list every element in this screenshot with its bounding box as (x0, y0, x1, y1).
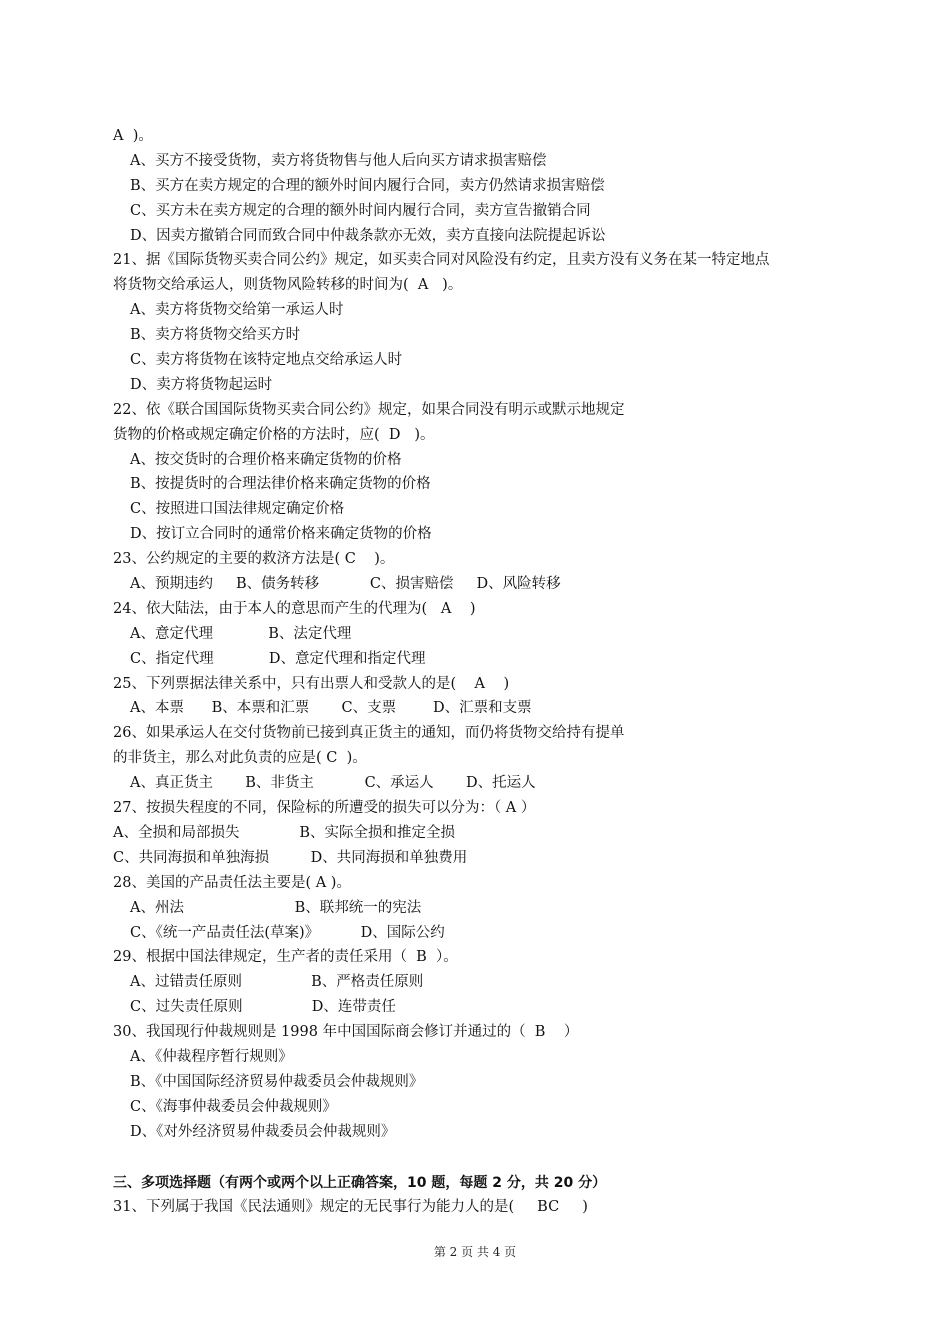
text-line: 22、依《联合国国际货物买卖合同公约》规定，如果合同没有明示或默示地规定 (113, 401, 625, 418)
text-line: A、《仲裁程序暂行规则》 (130, 1048, 293, 1065)
question-31: 31、下列属于我国《民法通则》规定的无民事行为能力人的是( BC ) (113, 1199, 588, 1216)
text-line: 25、下列票据法律关系中，只有出票人和受款人的是( A ) (113, 675, 510, 692)
text-line: 21、据《国际货物买卖合同公约》规定，如买卖合同对风险没有约定，且卖方没有义务在某一特定地点 (113, 252, 770, 269)
text-line: D、按订立合同时的通常价格来确定货物的价格 (130, 526, 432, 543)
text-line: D、《对外经济贸易仲裁委员会仲裁规则》 (130, 1123, 396, 1140)
text-line: C、过失责任原则 D、连带责任 (130, 999, 396, 1016)
question-text-block (113, 124, 853, 1220)
text-line: C、共同海损和单独海损 D、共同海损和单独费用 (113, 849, 468, 866)
text-line: C、《海事仲裁委员会仲裁规则》 (130, 1098, 337, 1115)
text-line: 27、按损失程度的不同，保险标的所遭受的损失可以分为：（ A ） (113, 800, 536, 817)
text-line: 23、公约规定的主要的救济方法是( C )。 (113, 551, 395, 568)
text-line: A、真正货主 B、非货主 C、承运人 D、托运人 (130, 775, 536, 792)
text-line: C、《统一产品责任法(草案)》 D、国际公约 (130, 924, 445, 941)
text-line: D、因卖方撤销合同而致合同中仲裁条款亦无效，卖方直接向法院提起诉讼 (130, 227, 606, 244)
text-line: 26、如果承运人在交付货物前已接到真正货主的通知，而仍将货物交给持有提单 (113, 725, 625, 742)
text-line: A、意定代理 B、法定代理 (130, 625, 352, 642)
text-line: A、按交货时的合理价格来确定货物的价格 (130, 451, 402, 468)
text-line: D、卖方将货物起运时 (130, 376, 273, 393)
text-line: C、卖方将货物在该特定地点交给承运人时 (130, 352, 403, 369)
text-line: A、卖方将货物交给第一承运人时 (130, 302, 344, 319)
text-line: A )。 (113, 128, 153, 144)
text-line: A、过错责任原则 B、严格责任原则 (130, 974, 424, 991)
text-line: A、预期违约 B、债务转移 C、损害赔偿 D、风险转移 (130, 576, 561, 593)
text-line: 28、美国的产品责任法主要是( A )。 (113, 874, 351, 891)
text-line: B、买方在卖方规定的合理的额外时间内履行合同，卖方仍然请求损害赔偿 (130, 177, 605, 194)
text-line: C、买方未在卖方规定的合理的额外时间内履行合同，卖方宣告撤销合同 (130, 202, 591, 219)
text-line: 的非货主，那么对此负责的应是( C )。 (113, 750, 367, 767)
section-gap (113, 1145, 853, 1171)
text-line: 29、根据中国法律规定，生产者的责任采用（ B ）。 (113, 949, 458, 966)
text-line: A、买方不接受货物，卖方将货物售与他人后向买方请求损害赔偿 (130, 152, 547, 169)
text-line: B、《中国国际经济贸易仲裁委员会仲裁规则》 (130, 1073, 424, 1090)
text-line: A、全损和局部损失 B、实际全损和推定全损 (113, 824, 456, 841)
text-line: C、指定代理 D、意定代理和指定代理 (130, 650, 426, 667)
text-line: 货物的价格或规定确定价格的方法时，应( D )。 (113, 426, 435, 443)
text-line: 24、依大陆法，由于本人的意思而产生的代理为( A ) (113, 600, 476, 617)
text-line: A、本票 B、本票和汇票 C、支票 D、汇票和支票 (130, 700, 532, 717)
page-footer: 第 2 页 共 4 页 (433, 1245, 517, 1259)
text-line: C、按照进口国法律规定确定价格 (130, 501, 345, 518)
text-line: 30、我国现行仲裁规则是 1998 年中国国际商会修订并通过的（ B ） (113, 1024, 579, 1041)
text-line: B、按提货时的合理法律价格来确定货物的价格 (130, 476, 431, 493)
text-line: 将货物交给承运人，则货物风险转移的时间为( A )。 (113, 277, 463, 294)
section-heading: 三、多项选择题（有两个或两个以上正确答案，10 题，每题 2 分，共 20 分） (113, 1174, 607, 1191)
text-line: A、州法 B、联邦统一的宪法 (130, 899, 422, 916)
text-line: B、卖方将货物交给买方时 (130, 327, 301, 344)
